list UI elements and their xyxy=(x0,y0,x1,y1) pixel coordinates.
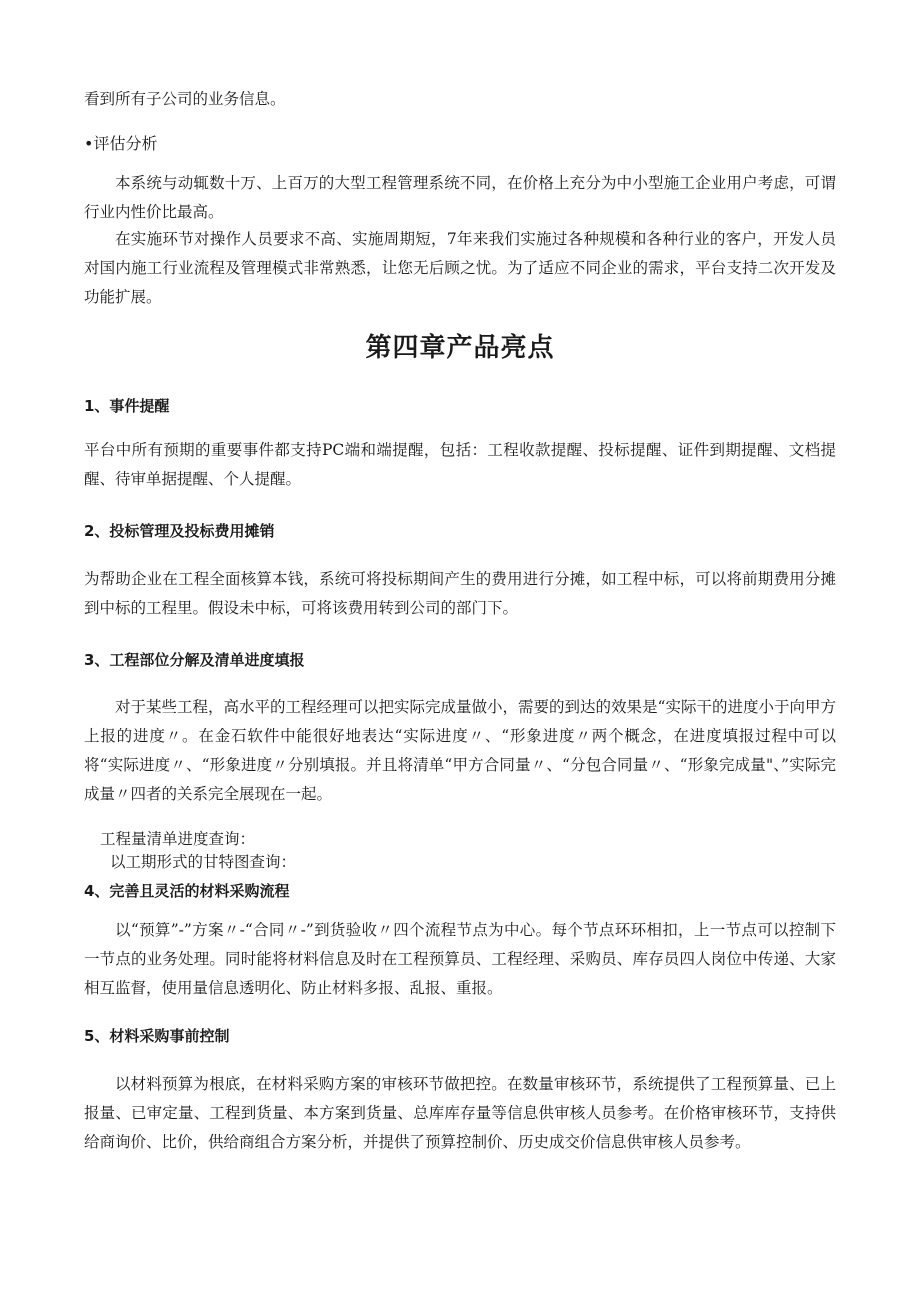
intro-tail-text: 看到所有子公司的业务信息。 xyxy=(84,90,286,108)
section-text-3: 对于某些工程，高水平的工程经理可以把实际完成量做小，需要的到达的效果是“实际干的进度小于向甲方上报的进度〃。在金石软件中能很好地表达“实际进度〃、“形象进度〃两个概念，在进度填报过程中可以将“实际进度〃、“形象进度〃分别填报。并且将清单“甲方合同量〃、“分包合同量〃、“形象完成量"、”实际完成量〃四者的关系完全展现在一起。 xyxy=(84,698,836,803)
section-text-2: 为帮助企业在工程全面核算本钱，系统可将投标期间产生的费用进行分摊，如工程中标，可以将前期费用分摊到中标的工程里。假设未中标，可将该费用转到公司的部门下。 xyxy=(84,570,836,617)
section-heading-5: 5、材料采购事前控制 xyxy=(84,1027,230,1045)
assessment-paragraph-2: 在实施环节对操作人员要求不高、实施周期短，7年来我们实施过各种规模和各种行业的客户，开发人员对国内施工行业流程及管理模式非常熟悉，让您无后顾之忧。为了适应不同企业的需求，平台支持二次开发及功能扩展。 xyxy=(84,230,836,306)
section-heading-2: 2、投标管理及投标费用摊销 xyxy=(84,522,275,540)
section-text-4: 以“预算”-”方案〃-“合同〃-”到货验收〃四个流程节点为中心。每个节点环环相扣，上一节点可以控制下一节点的业务处理。同时能将材料信息及时在工程预算员、工程经理、采购员、库存员四人岗位中传递、大家相互监督，使用量信息透明化、防止材料多报、乱报、重报。 xyxy=(84,921,836,997)
section-heading-3: 3、工程部位分解及清单进度填报 xyxy=(84,651,305,669)
section-3-sub-line-1: 工程量清单进度查询： xyxy=(100,830,256,848)
assessment-paragraph-1: 本系统与动辄数十万、上百万的大型工程管理系统不同，在价格上充分为中小型施工企业用户考虑，可谓行业内性价比最高。 xyxy=(84,174,836,221)
section-heading-4: 4、完善且灵活的材料采购流程 xyxy=(84,882,290,900)
section-3-sub-line-2: 以工期形式的甘特图查询： xyxy=(110,853,297,871)
section-text-1: 平台中所有预期的重要事件都支持PC端和端提醒，包括：工程收款提醒、投标提醒、证件到期提醒、文档提醒、待审单据提醒、个人提醒。 xyxy=(84,441,836,488)
section-heading-1: 1、事件提醒 xyxy=(84,397,170,415)
chapter-title: 第四章产品亮点 xyxy=(365,333,555,363)
section-text-5: 以材料预算为根底，在材料采购方案的审核环节做把控。在数量审核环节，系统提供了工程预算量、已上报量、已审定量、工程到货量、本方案到货量、总库库存量等信息供审核人员参考。在价格审核环节，支持供给商询价、比价，供给商组合方案分析，并提供了预算控制价、历史成交价信息供审核人员参考。 xyxy=(84,1075,836,1151)
assessment-heading: •评估分析 xyxy=(84,134,158,153)
